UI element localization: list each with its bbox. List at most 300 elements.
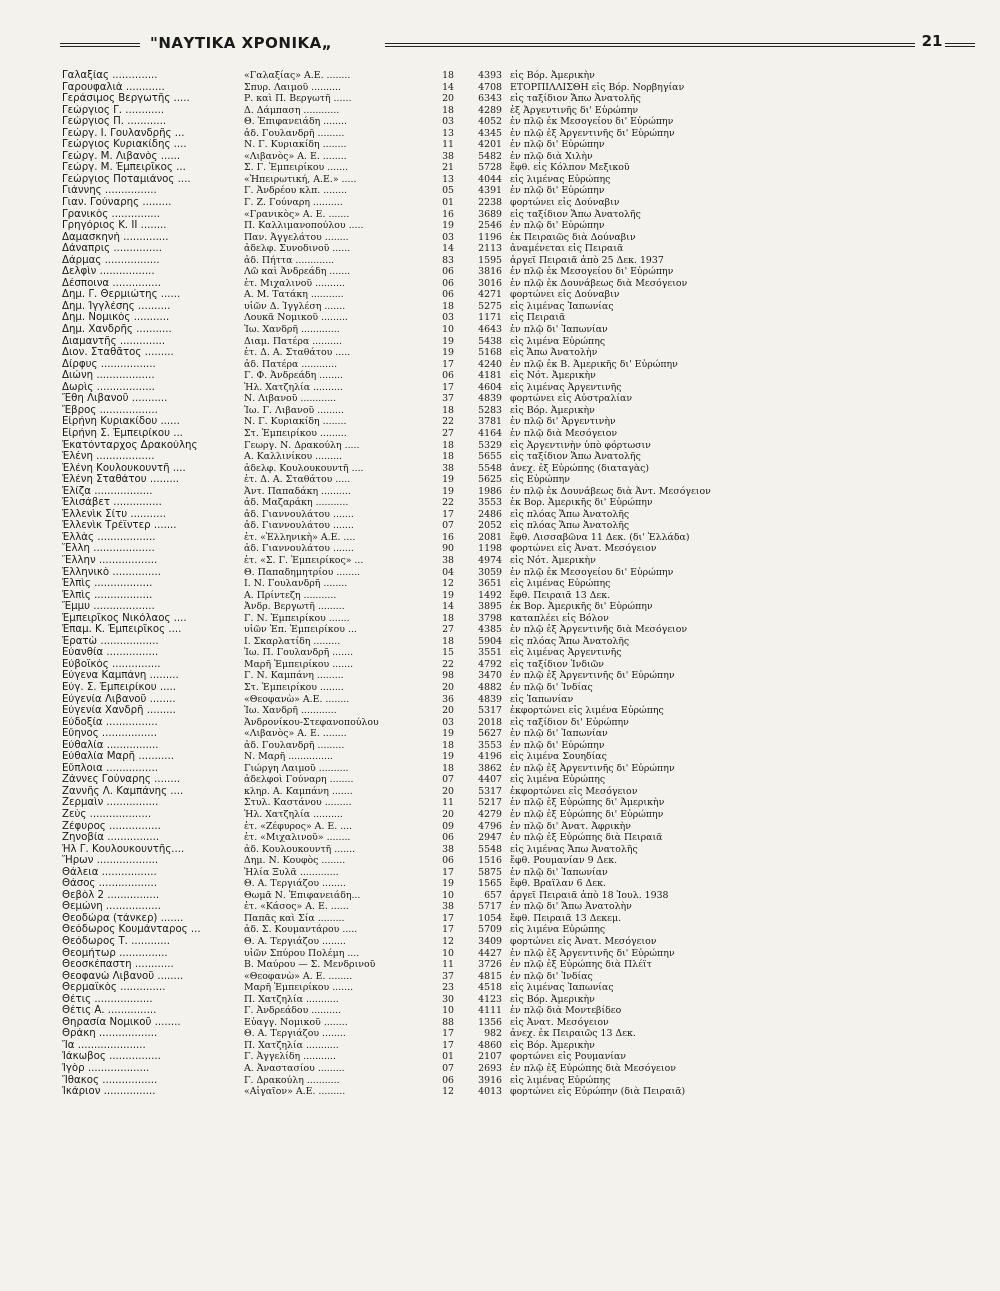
ship-row: [62, 289, 962, 301]
ship-status: φορτώνει εἰς Αὐστραλίαν: [510, 393, 633, 405]
ship-owner: Ἠλ. Χατζηλία ..........: [244, 381, 343, 393]
ship-status: εἰς λιμένας Ἰαπωνίας: [510, 300, 614, 312]
ship-code: 06: [442, 289, 454, 301]
ship-status: ἐν πλῷ ἐξ Ἀργεντινῆς δι' Εὐρώπην: [510, 762, 675, 774]
ship-name: Ἐλισάβετ ...............: [62, 497, 162, 509]
ship-status: εἰς Ἀργεντινὴν ὑπὸ φόρτωσιν: [510, 439, 651, 451]
ship-owner: ἀδελφ. Συνοδινοῦ ......: [244, 243, 351, 255]
ship-list: [62, 70, 962, 1098]
ship-name: Θράκη ..................: [62, 1028, 158, 1040]
ship-tons: 2018: [478, 716, 502, 728]
ship-status: εἰς λιμένα Εὐρώπης: [510, 774, 606, 786]
ship-owner: ἑτ. «Ζέφυρος» Α. Ε. ....: [244, 820, 353, 832]
ship-owner: ἑτ. Δ. Α. Σταθάτου .....: [244, 347, 351, 359]
ship-status: εἰς Ἄπω Ἀνατολὴν: [510, 347, 598, 359]
ship-row: [62, 647, 962, 659]
ship-name: Θεοσκέπαστη ............: [62, 959, 174, 971]
ship-row: [62, 174, 962, 186]
ship-name: Ἐλπὶς ..................: [62, 589, 153, 601]
ship-row: [62, 959, 962, 971]
ship-row: [62, 70, 962, 82]
ship-name: Δελφὶν .................: [62, 266, 155, 278]
ship-name: Εὐγενία Χανδρῆ .........: [62, 705, 176, 717]
ship-code: 12: [442, 1086, 454, 1098]
ship-code: 20: [442, 809, 454, 820]
ship-name: Ἰάκωβος ................: [62, 1051, 161, 1063]
ship-code: 06: [442, 266, 454, 278]
ship-tons: 4271: [478, 289, 502, 301]
ship-name: Δάναπρις ...............: [62, 243, 162, 255]
ship-status: ἐν πλῷ διὰ Χιλὴν: [510, 150, 593, 162]
ship-tons: 3551: [478, 647, 502, 659]
ship-row: [62, 590, 962, 602]
ship-row: [62, 936, 962, 948]
ship-tons: 4643: [478, 324, 502, 336]
ship-owner: Θ. Ἐπιφανειάδη ........: [244, 116, 348, 128]
ship-status: ἐν πλῷ ἐξ Ἀργεντινῆς δι' Εὐρώπην: [510, 947, 675, 959]
ship-tons: 4604: [478, 381, 502, 393]
ship-row: [62, 474, 962, 486]
ship-name: Ζηνοβία ................: [62, 832, 160, 844]
ship-name: Ἑλληνικὸ ...............: [62, 566, 161, 578]
ship-owner: «Θεοφανὼ» Α. Ε. ........: [244, 970, 353, 982]
ship-code: 20: [442, 93, 454, 105]
ship-owner: Παν. Ἀγγελάτου ........: [244, 231, 349, 243]
ship-name: Γρηγόριος Κ. II ........: [62, 220, 167, 232]
ship-tons: 5317: [478, 705, 502, 717]
ship-tons: 5168: [478, 347, 502, 359]
ship-tons: 3016: [478, 277, 502, 289]
ship-tons: 3726: [478, 959, 502, 971]
ship-code: 19: [442, 751, 454, 763]
ship-owner: ἀδ. Γιαννουλάτου .......: [244, 520, 354, 532]
ship-name: Δίρφυς .................: [62, 358, 156, 370]
ship-status: εἰς ταξίδιον Ἄπω Ἀνατολῆς: [510, 208, 641, 220]
ship-code: 20: [442, 705, 454, 717]
ship-name: Εὔπλοια ................: [62, 762, 158, 774]
ship-name: Εἰρήνη Κυριακίδου ......: [62, 416, 180, 428]
ship-owner: Α. Καλλινίκου .........: [244, 451, 343, 463]
ship-name: Εὐδοξία ................: [62, 716, 158, 728]
ship-row: [62, 185, 962, 197]
ship-tons: 4345: [478, 127, 502, 139]
ship-status: φορτώνει εἰς Ρουμανίαν: [510, 1051, 627, 1063]
ship-owner: Ν. Μαρῆ ...............: [244, 751, 333, 763]
ship-name: Θάσος ..................: [62, 878, 157, 890]
ship-row: [62, 266, 962, 278]
ship-code: 22: [442, 416, 454, 428]
ship-row: [62, 1086, 962, 1098]
ship-owner: Σπυρ. Λαιμοῦ ..........: [244, 81, 341, 93]
ship-tons: 1356: [478, 1016, 502, 1028]
ship-owner: Γ. Δρακούλη ...........: [244, 1074, 340, 1086]
ship-row: [62, 751, 962, 763]
ship-row: [62, 232, 962, 244]
ship-name: Θεβὸλ 2 ................: [62, 889, 160, 901]
ship-name: Εἰρήνη Σ. Ἐμπειρίκου ...: [62, 427, 183, 439]
ship-owner: Ν. Γ. Κυριακίδη ........: [244, 139, 347, 151]
ship-tons: 4860: [478, 1039, 502, 1051]
ship-tons: 3798: [478, 612, 502, 624]
ship-status: εἰς Βόρ. Ἀμερικὴν: [510, 993, 595, 1005]
ship-row: [62, 220, 962, 232]
ship-row: [62, 901, 962, 913]
ship-code: 01: [442, 197, 454, 209]
ship-tons: 6343: [478, 93, 502, 105]
ship-tons: 4427: [478, 947, 502, 959]
ship-row: [62, 324, 962, 336]
ship-status: εἰς πλόας Ἄπω Ἀνατολῆς: [510, 520, 630, 532]
ship-owner: Θ. Α. Τεργιάζου ........: [244, 878, 346, 890]
ship-owner: Διαμ. Πατέρα ..........: [244, 335, 343, 347]
ship-row: [62, 717, 962, 729]
ship-status: εἰς λιμένας Ἀργεντινῆς: [510, 647, 622, 659]
ship-code: 38: [442, 554, 454, 566]
ship-row: [62, 428, 962, 440]
ship-status: ἐν πλῷ δι' Ἄπω Ἀνατολὴν: [510, 901, 632, 913]
ship-owner: Γ. Φ. Ἀνδρεάδη ........: [244, 370, 344, 382]
ship-code: 18: [442, 104, 454, 116]
ship-name: Ἕλλη ...................: [62, 543, 155, 555]
ship-tons: 4044: [478, 173, 502, 185]
ship-tons: 4279: [478, 809, 502, 820]
ship-row: [62, 255, 962, 267]
ship-name: Ἑκατόνταρχος Δρακούλης: [62, 439, 198, 451]
ship-tons: 5548: [478, 843, 502, 855]
ship-owner: «Γαλαξίας» Α.Ε. ........: [244, 70, 351, 81]
ship-owner: «Ἠπειρωτική, Α.Ε.» .....: [244, 173, 357, 185]
ship-status: εἰς λιμένας Εὐρώπης: [510, 578, 611, 590]
ship-owner: υἱῶν Ἐπ. Ἐμπειρίκου ...: [244, 624, 357, 636]
ship-name: Ἑλλενὶκ Σίτυ ...........: [62, 508, 166, 520]
ship-row: [62, 670, 962, 682]
ship-status: εἰς ταξίδιον δι' Εὐρώπην: [510, 716, 629, 728]
ship-owner: ἀδ. Γουλανδρῆ .........: [244, 739, 345, 751]
ship-code: 18: [442, 451, 454, 463]
ship-tons: 3689: [478, 208, 502, 220]
ship-code: 12: [442, 936, 454, 948]
ship-name: Ἔθη Λιβανοῦ ...........: [62, 393, 168, 405]
ship-row: [62, 982, 962, 994]
ship-name: Εὔηνος .................: [62, 728, 157, 740]
ship-owner: Ἰω. Π. Γουλανδρῆ .......: [244, 647, 354, 659]
ship-owner: ἀδ. Σ. Κουμαντάρου .....: [244, 924, 358, 936]
ship-name: Δημ. Χανδρῆς ...........: [62, 324, 172, 336]
ship-code: 04: [442, 566, 454, 578]
ship-code: 27: [442, 427, 454, 439]
ship-row: [62, 162, 962, 174]
ship-name: Γρανικὸς ...............: [62, 208, 161, 220]
ship-tons: 3916: [478, 1074, 502, 1086]
ship-row: [62, 116, 962, 128]
ship-status: εἰς ταξίδιον Ἰνδιῶν: [510, 658, 605, 670]
ship-row: [62, 416, 962, 428]
ship-tons: 4181: [478, 370, 502, 382]
ship-owner: Ν. Γ. Κυριακίδη ........: [244, 416, 347, 428]
ship-name: Ἰγὸρ ...................: [62, 1063, 150, 1075]
ship-tons: 1492: [478, 589, 502, 601]
ship-code: 20: [442, 785, 454, 797]
ship-name: Ἕλλην ..................: [62, 554, 158, 566]
ship-owner: ἀδ. Κουλουκουντῆ .......: [244, 843, 356, 855]
ship-name: Ἔβρος ..................: [62, 404, 158, 416]
ship-row: [62, 347, 962, 359]
ship-owner: Ἠλία Ξυλᾶ .............: [244, 866, 339, 878]
ship-code: 18: [442, 300, 454, 312]
ship-tons: 4196: [478, 751, 502, 763]
ship-tons: 2081: [478, 531, 502, 543]
ship-status: ἀνεχ. ἐκ Πειραιῶς 13 Δεκ.: [510, 1028, 636, 1040]
ship-code: 17: [442, 924, 454, 936]
ship-row: [62, 786, 962, 798]
ship-status: φορτώνει εἰς Δούναβιν: [510, 197, 620, 209]
ship-owner: Β. Μαύρου — Σ. Μενδρινοῦ: [244, 959, 376, 971]
ship-tons: 1171: [478, 312, 502, 324]
ship-status: εἰς Πειραιᾶ: [510, 312, 566, 324]
ship-code: 03: [442, 716, 454, 728]
ship-row: [62, 520, 962, 532]
ship-owner: «Λιβανὸς» Α. Ε. ........: [244, 728, 347, 740]
ship-owner: Μαρῆ Ἐμπειρίκου .......: [244, 658, 354, 670]
ship-code: 19: [442, 589, 454, 601]
ship-name: Ἑλένη ..................: [62, 451, 155, 463]
ship-status: ἐν πλῷ δι' Ἰαπωνίαν: [510, 866, 608, 878]
ship-row: [62, 393, 962, 405]
ship-code: 18: [442, 762, 454, 774]
ship-status: εἰς Ἰαπωνίαν: [510, 693, 574, 705]
ship-row: [62, 774, 962, 786]
ship-name: Θεοδώρα (τάνκερ) .......: [62, 912, 184, 924]
ship-row: [62, 1005, 962, 1017]
ship-code: 30: [442, 993, 454, 1005]
ship-name: Γαρουφαλιὰ ............: [62, 81, 165, 93]
ship-row: [62, 197, 962, 209]
ship-tons: 3895: [478, 601, 502, 613]
ship-owner: ἀδ. Γιαννουλάτου .......: [244, 508, 354, 520]
ship-status: ἐν πλῷ δι' Ἀργεντινὴν: [510, 416, 616, 428]
ship-owner: Ἀνδρονίκου-Στεφανοπούλου: [244, 716, 379, 728]
ship-owner: Λῶ καὶ Ἀνδρεάδη .......: [244, 266, 351, 278]
ship-name: Δημ. Γ. Θερμιώτης ......: [62, 289, 181, 301]
ship-tons: 2693: [478, 1063, 502, 1075]
ship-row: [62, 139, 962, 151]
ship-status: ἐν πλῷ ἐκ Μεσογείου δι' Εὐρώπην: [510, 266, 674, 278]
ship-status: εἰς Ἀνατ. Μεσόγειον: [510, 1016, 609, 1028]
ship-tons: 1198: [478, 543, 502, 555]
ship-status: ἐν πλῷ δι' Ἰαπωνίαν: [510, 728, 608, 740]
ship-row: [62, 151, 962, 163]
ship-name: Θεοφανὼ Λιβανοῦ ........: [62, 970, 184, 982]
ship-tons: 4289: [478, 104, 502, 116]
ship-owner: «Θεοφανὼ» Α.Ε. ........: [244, 693, 350, 705]
ship-code: 01: [442, 1051, 454, 1063]
ship-owner: Ἰω. Χανδρῆ .............: [244, 324, 340, 336]
ship-owner: ἀδελφοὶ Γούναρη ........: [244, 774, 354, 786]
ship-name: Γεώργιος Γ. ............: [62, 104, 165, 116]
ship-owner: Γ. Ἀνδρεάδου ..........: [244, 1005, 342, 1017]
ship-tons: 1516: [478, 855, 502, 867]
ship-status: εἰς ταξίδιον Ἄπω Ἀνατολῆς: [510, 451, 641, 463]
ship-owner: ἑτ. «Μιχαλινοῦ» ........: [244, 832, 351, 844]
ship-tons: 5438: [478, 335, 502, 347]
ship-owner: Γ. Ν. Καμπάνη .........: [244, 670, 344, 682]
ship-name: Ἐρατὼ ..................: [62, 635, 159, 647]
ship-status: ἐξ Ἀργεντινῆς δι' Εὐρώπην: [510, 104, 639, 116]
ship-tons: 4164: [478, 427, 502, 439]
ship-code: 21: [442, 162, 454, 174]
ship-status: εἰς πλόας Ἄπω Ἀνατολῆς: [510, 635, 630, 647]
ship-status: εἰς Βόρ. Ἀμερικὴν: [510, 70, 595, 81]
ship-name: Θεόδωρος Κουμάνταρος ...: [62, 924, 201, 936]
ship-status: φορτώνει εἰς Εὐρώπην (διὰ Πειραιᾶ): [510, 1086, 686, 1098]
ship-name: Ἴα .....................: [62, 1039, 146, 1051]
ship-row: [62, 624, 962, 636]
ship-name: Γιαν. Γούναρης .........: [62, 197, 172, 209]
ship-name: Γεώργιος Κυριακίδης ....: [62, 139, 187, 151]
ship-code: 05: [442, 185, 454, 197]
ship-owner: Δημ. Ν. Κουφὸς ........: [244, 855, 346, 867]
ship-status: εἰς πλόας Ἄπω Ἀνατολῆς: [510, 508, 630, 520]
ship-tons: 4201: [478, 139, 502, 151]
ship-code: 19: [442, 220, 454, 232]
ship-code: 18: [442, 612, 454, 624]
ship-owner: Στ. Ἐμπειρίκου ........: [244, 681, 344, 693]
ship-row: [62, 797, 962, 809]
page-title: "ΝΑΥΤΙΚΑ ΧΡΟΝΙΚΑ„: [150, 34, 333, 52]
ship-code: 13: [442, 173, 454, 185]
ship-row: [62, 821, 962, 833]
ship-row: [62, 1051, 962, 1063]
ship-code: 19: [442, 474, 454, 486]
ship-tons: 1054: [478, 912, 502, 924]
ship-row: [62, 971, 962, 983]
ship-code: 14: [442, 601, 454, 613]
ship-owner: ἑτ. «Σ. Γ. Ἐμπειρίκος» ...: [244, 554, 364, 566]
ship-status: εἰς λιμένας Ἰαπωνίας: [510, 982, 614, 994]
ship-owner: Θ. Α. Τεργιάζου ........: [244, 936, 346, 948]
ship-status: ἐν πλῷ ἐκ Μεσογείου δι' Εὐρώπην: [510, 116, 674, 128]
ship-tons: 3470: [478, 670, 502, 682]
ship-owner: Π. Χατζηλία ...........: [244, 993, 339, 1005]
ship-status: εἰς Βόρ. Ἀμερικὴν: [510, 404, 595, 416]
ship-name: Δημ. Ἰγγλέσης ..........: [62, 300, 171, 312]
ship-row: [62, 740, 962, 752]
ship-tons: 1196: [478, 231, 502, 243]
ship-row: [62, 613, 962, 625]
ship-name: Δέσποινα ...............: [62, 277, 161, 289]
ship-row: [62, 809, 962, 821]
ship-status: ἐν πλῷ ἐξ Ἀργεντινῆς διὰ Μεσόγειον: [510, 624, 688, 636]
ship-code: 07: [442, 774, 454, 786]
ship-code: 10: [442, 1005, 454, 1017]
ship-tons: 3816: [478, 266, 502, 278]
ship-code: 13: [442, 127, 454, 139]
ship-tons: 5217: [478, 797, 502, 809]
ship-owner: ἑτ. «Ἑλληνικὴ» Α.Ε. ....: [244, 531, 356, 543]
ship-tons: 4052: [478, 116, 502, 128]
ship-name: Δάρμας .................: [62, 254, 160, 266]
ship-status: ΕΤΟΡΠΙΛΛΙΣΘΗ εἰς Βόρ. Νορβηγίαν: [510, 81, 685, 93]
ship-code: 27: [442, 624, 454, 636]
ship-tons: 4839: [478, 693, 502, 705]
ship-status: ἀργεῖ Πειραιᾶ ἀπὸ 18 Ἰουλ. 1938: [510, 889, 669, 901]
ship-tons: 5655: [478, 451, 502, 463]
ship-code: 37: [442, 970, 454, 982]
ship-owner: ἀδελφ. Κουλουκουντῆ ....: [244, 462, 364, 474]
ship-owner: Θ. Α. Τεργιάζου ........: [244, 1028, 346, 1040]
header-rule-left: [60, 43, 140, 47]
ship-owner: Ρ. καὶ Π. Βεργωτῆ ......: [244, 93, 352, 105]
ship-row: [62, 694, 962, 706]
ship-status: φορτώνει εἰς Ἀνατ. Μεσόγειον: [510, 936, 657, 948]
ship-row: [62, 867, 962, 879]
ship-tons: 2546: [478, 220, 502, 232]
ship-tons: 1565: [478, 878, 502, 890]
ship-row: [62, 601, 962, 613]
ship-name: Γεώργιος Π. ............: [62, 116, 167, 128]
ship-name: Γεράσιμος Βεργωτῆς .....: [62, 93, 190, 105]
ship-code: 03: [442, 116, 454, 128]
ship-status: ἐν πλῷ ἐξ Εὐρώπης διὰ Μεσόγειον: [510, 1063, 676, 1075]
ship-name: Ἐπαμ. Κ. Ἐμπειρῖκος ....: [62, 624, 182, 636]
ship-name: Γιάννης ................: [62, 185, 157, 197]
ship-status: ἔφθ. Πειραιᾶ 13 Δεκ.: [510, 589, 611, 601]
ship-row: [62, 1040, 962, 1052]
ship-tons: 5709: [478, 924, 502, 936]
ship-owner: Παπᾶς καὶ Σία .........: [244, 912, 345, 924]
ship-code: 14: [442, 81, 454, 93]
ship-tons: 3553: [478, 739, 502, 751]
page-number: 21: [921, 32, 943, 50]
ship-code: 17: [442, 1028, 454, 1040]
ship-tons: 4385: [478, 624, 502, 636]
ship-name: Ζάννες Γούναρης ........: [62, 774, 181, 786]
ship-status: ἔφθ. Βραΐλαν 6 Δεκ.: [510, 878, 606, 890]
ship-status: ἀνεχ. ἐξ Εὐρώπης (διαταγὰς): [510, 462, 650, 474]
ship-row: [62, 382, 962, 394]
ship-tons: 2947: [478, 832, 502, 844]
ship-name: Δαμασκηνὴ ..............: [62, 231, 169, 243]
ship-row: [62, 312, 962, 324]
ship-code: 16: [442, 531, 454, 543]
ship-name: Ἴθακος .................: [62, 1074, 158, 1086]
ship-name: Δωρὶς ..................: [62, 381, 155, 393]
ship-code: 06: [442, 370, 454, 382]
ship-tons: 4013: [478, 1086, 502, 1098]
ship-code: 11: [442, 139, 454, 151]
ship-status: ἔφθ. Πειραιᾶ 13 Δεκεμ.: [510, 912, 622, 924]
ship-code: 06: [442, 1074, 454, 1086]
ship-code: 19: [442, 335, 454, 347]
ship-name: Γεώργ. Μ. Λιβανὸς ......: [62, 150, 181, 162]
ship-owner: ἀδ. Πήττα .............: [244, 254, 335, 266]
ship-owner: Ἀνδρ. Βεργωτῆ .........: [244, 601, 345, 613]
ship-code: 07: [442, 520, 454, 532]
ship-row: [62, 509, 962, 521]
ship-owner: ἑτ. «Κάσος» Α. Ε. ......: [244, 901, 349, 913]
ship-code: 19: [442, 485, 454, 497]
ship-row: [62, 1063, 962, 1075]
ship-row: [62, 1017, 962, 1029]
ship-name: Διώνη ..................: [62, 370, 155, 382]
ship-tons: 3059: [478, 566, 502, 578]
ship-status: ἐν πλῷ ἐξ Εὐρώπης δι' Εὐρώπην: [510, 809, 664, 820]
ship-code: 17: [442, 508, 454, 520]
ship-status: ἐν πλῷ ἐκ Δουνάβεως διὰ Μεσόγειον: [510, 277, 688, 289]
ship-owner: ἀδ. Γουλανδρῆ .........: [244, 127, 345, 139]
ship-name: Ἑλλὰς ..................: [62, 531, 156, 543]
ship-owner: «Λιβανὸς» Α. Ε. ........: [244, 150, 347, 162]
